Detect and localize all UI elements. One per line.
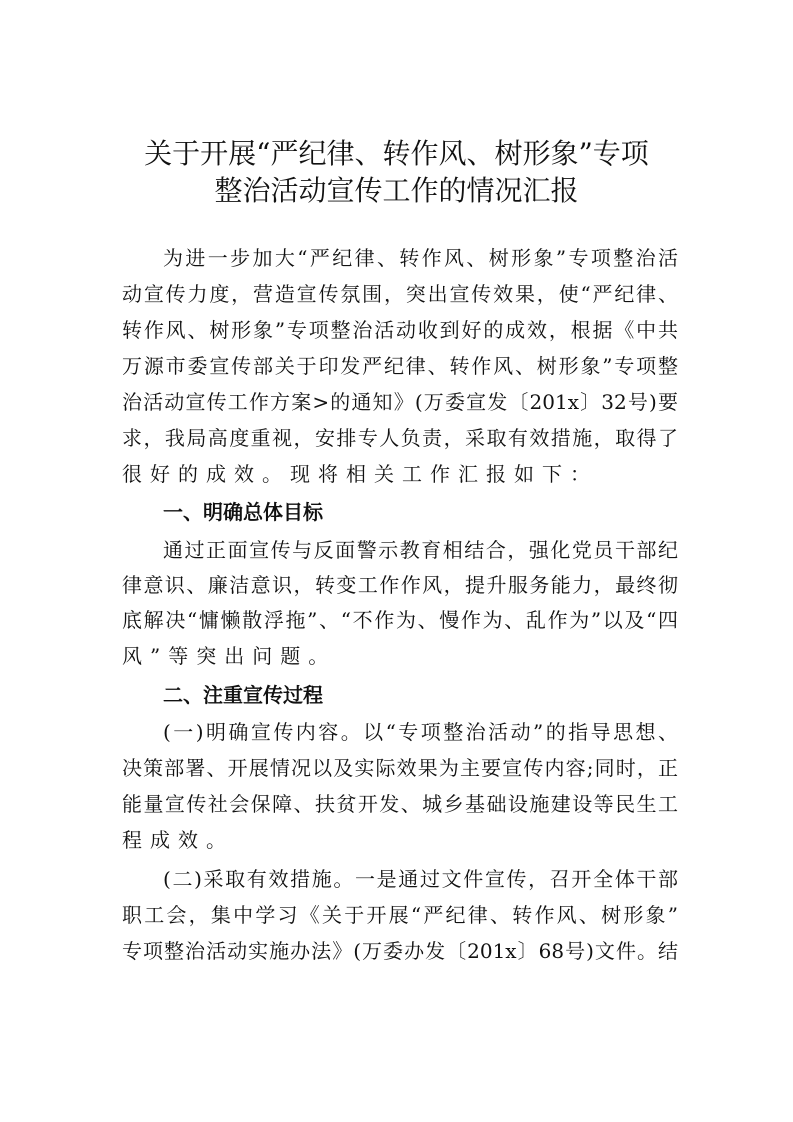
section-2-p2-line: 职工会，集中学习《关于开展“严纪律、转作风、树形象” — [122, 903, 678, 927]
section-2-p1-line: 能量宣传社会保障、扶贫开发、城乡基础设施建设等民生工 — [122, 792, 678, 816]
section-2-p1-line: (一)明确宣传内容。以“专项整治活动”的指导思想、 — [163, 720, 678, 744]
section-2-p1-line: 程成效。 — [122, 828, 234, 852]
section-1-line: 通过正面宣传与反面警示教育相结合，强化党员干部纪 — [163, 538, 678, 562]
document-title-line-2: 整治活动宣传工作的情况汇报 — [214, 174, 579, 207]
document-title-line-1: 关于开展“严纪律、转作风、树形象”专项 — [144, 137, 649, 170]
section-1-heading: 一、明确总体目标 — [163, 500, 323, 524]
section-2-heading: 二、注重宣传过程 — [163, 683, 323, 707]
section-2-p2-line: 专项整治活动实施办法》(万委办发〔201x〕68号)文件。结 — [122, 939, 678, 963]
section-1-line: 底解决“慵懒散浮拖”、“不作为、慢作为、乱作为”以及“四 — [122, 608, 678, 632]
section-1-line: 律意识、廉洁意识，转变工作作风，提升服务能力，最终彻 — [122, 573, 678, 597]
intro-line: 治活动宣传工作方案>的通知》(万委宣发〔201x〕32号)要 — [122, 390, 678, 414]
intro-line: 转作风、树形象”专项整治活动收到好的成效，根据《中共 — [122, 318, 678, 342]
intro-line: 求，我局高度重视，安排专人负责，采取有效措施，取得了 — [122, 426, 678, 450]
intro-line: 万源市委宣传部关于印发严纪律、转作风、树形象”专项整 — [122, 354, 678, 378]
section-2-p1-line: 决策部署、开展情况以及实际效果为主要宣传内容;同时，正 — [122, 756, 678, 780]
intro-line: 动宣传力度，营造宣传氛围，突出宣传效果，使“严纪律、 — [122, 282, 678, 306]
section-2-p2-line: (二)采取有效措施。一是通过文件宣传，召开全体干部 — [163, 867, 678, 891]
intro-line: 为进一步加大“严纪律、转作风、树形象”专项整治活 — [163, 246, 678, 270]
intro-line: 很好的成效。现将相关工作汇报如下： — [122, 462, 598, 486]
section-1-line: 风”等突出问题。 — [122, 644, 337, 668]
